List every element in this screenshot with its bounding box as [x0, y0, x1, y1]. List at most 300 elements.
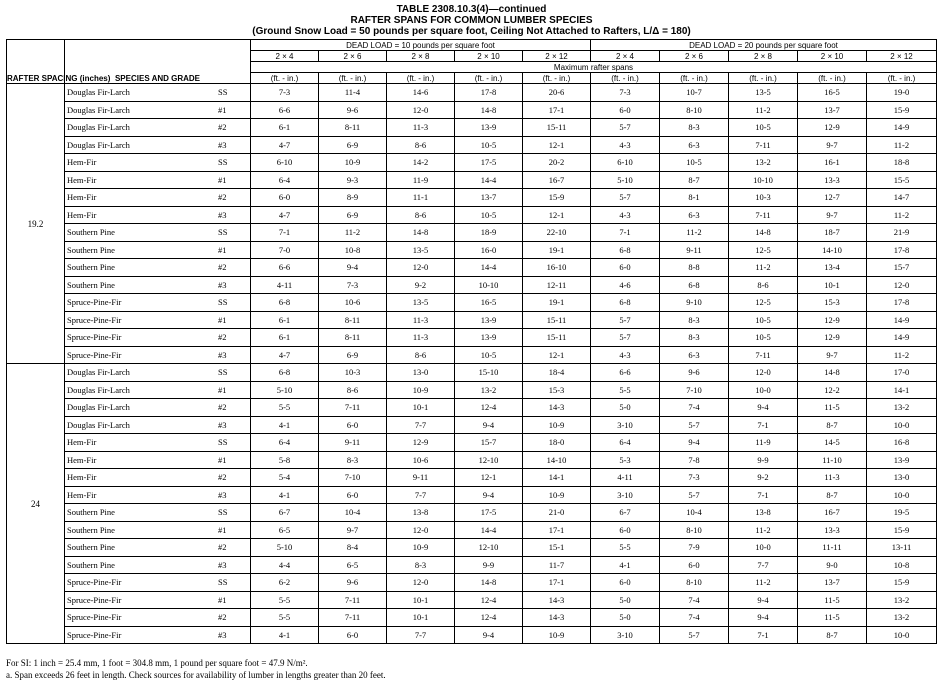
species-name: Spruce-Pine-Fir — [67, 594, 122, 605]
species-grade-cell — [65, 101, 251, 119]
span-value-cell: 14-8 — [455, 574, 523, 592]
species-name: Hem-Fir — [67, 209, 97, 220]
span-value-cell: 12-0 — [387, 101, 455, 119]
span-value-cell: 4-4 — [251, 556, 319, 574]
span-value-cell: 5-7 — [591, 189, 660, 207]
span-value-cell: 16-8 — [867, 434, 937, 452]
span-value-cell: 7-7 — [729, 556, 798, 574]
span-value-cell: 7-11 — [729, 136, 798, 154]
span-value-cell: 4-3 — [591, 136, 660, 154]
span-value-cell: 8-10 — [660, 574, 729, 592]
span-value-cell: 12-10 — [455, 451, 523, 469]
span-value-cell: 15-3 — [523, 381, 591, 399]
species-grade-cell — [65, 469, 251, 487]
span-value-cell: 14-3 — [523, 609, 591, 627]
grade-label: SS — [218, 507, 228, 517]
span-value-cell: 6-7 — [251, 504, 319, 522]
species-grade-cell — [65, 539, 251, 557]
species-grade-cell — [65, 486, 251, 504]
species-grade-cell — [65, 504, 251, 522]
span-value-cell: 20-2 — [523, 154, 591, 172]
species-grade-cell — [65, 84, 251, 102]
grade-label: #3 — [218, 279, 227, 290]
grade-label: #2 — [218, 332, 227, 342]
span-value-cell: 7-11 — [729, 346, 798, 364]
table-row — [7, 609, 937, 627]
span-value-cell: 5-8 — [251, 451, 319, 469]
species-name: Hem-Fir — [67, 489, 97, 500]
size-header: 2 × 12 — [523, 51, 591, 62]
span-value-cell: 8-11 — [319, 119, 387, 137]
span-value-cell: 14-3 — [523, 591, 591, 609]
span-value-cell: 13-5 — [387, 294, 455, 312]
span-value-cell: 18-9 — [455, 224, 523, 242]
span-value-cell: 10-0 — [867, 416, 937, 434]
span-value-cell: 10-0 — [729, 381, 798, 399]
span-value-cell: 9-7 — [319, 521, 387, 539]
species-grade-cell — [65, 574, 251, 592]
span-value-cell: 5-10 — [251, 539, 319, 557]
span-value-cell: 12-7 — [798, 189, 867, 207]
span-value-cell: 7-7 — [387, 486, 455, 504]
span-value-cell: 19-0 — [867, 84, 937, 102]
span-value-cell: 6-1 — [251, 311, 319, 329]
span-value-cell: 17-8 — [867, 241, 937, 259]
span-value-cell: 13-3 — [798, 521, 867, 539]
grade-label: #1 — [218, 314, 227, 325]
table-row — [7, 574, 937, 592]
span-value-cell: 9-2 — [729, 469, 798, 487]
species-name: Hem-Fir — [67, 174, 97, 185]
span-value-cell: 8-11 — [319, 329, 387, 347]
span-value-cell: 11-2 — [729, 259, 798, 277]
span-value-cell: 15-1 — [523, 539, 591, 557]
span-value-cell: 19-1 — [523, 241, 591, 259]
span-value-cell: 12-4 — [455, 399, 523, 417]
grade-label: #1 — [218, 594, 227, 605]
span-value-cell: 9-4 — [319, 259, 387, 277]
span-value-cell: 21-9 — [867, 224, 937, 242]
span-value-cell: 10-9 — [387, 539, 455, 557]
span-value-cell: 11-3 — [387, 119, 455, 137]
span-value-cell: 8-7 — [660, 171, 729, 189]
table-row — [7, 539, 937, 557]
span-value-cell: 14-1 — [867, 381, 937, 399]
span-value-cell: 13-9 — [867, 451, 937, 469]
span-value-cell: 11-2 — [729, 521, 798, 539]
span-value-cell: 8-6 — [729, 276, 798, 294]
species-grade-cell — [65, 259, 251, 277]
span-value-cell: 12-9 — [798, 329, 867, 347]
span-value-cell: 17-0 — [867, 364, 937, 382]
span-value-cell: 15-11 — [523, 311, 591, 329]
span-value-cell: 8-7 — [798, 626, 867, 644]
span-value-cell: 8-3 — [660, 329, 729, 347]
table-row — [7, 521, 937, 539]
span-value-cell: 11-9 — [729, 434, 798, 452]
span-value-cell: 15-9 — [523, 189, 591, 207]
span-value-cell: 9-4 — [660, 434, 729, 452]
species-grade-cell — [65, 591, 251, 609]
span-value-cell: 7-3 — [660, 469, 729, 487]
species-name: Southern Pine — [67, 559, 115, 570]
span-value-cell: 7-7 — [387, 626, 455, 644]
span-value-cell: 8-6 — [387, 346, 455, 364]
span-value-cell: 17-5 — [455, 504, 523, 522]
span-value-cell: 14-8 — [387, 224, 455, 242]
table-row — [7, 294, 937, 312]
species-grade-cell — [65, 119, 251, 137]
span-value-cell: 12-0 — [387, 521, 455, 539]
span-value-cell: 13-9 — [455, 119, 523, 137]
span-value-cell: 10-9 — [523, 416, 591, 434]
rafter-spacing-cell: 24 — [7, 364, 65, 644]
dead-load-20-header: DEAD LOAD = 20 pounds per square foot — [591, 40, 937, 51]
span-value-cell: 5-5 — [591, 381, 660, 399]
span-value-cell: 7-10 — [660, 381, 729, 399]
span-value-cell: 11-2 — [867, 136, 937, 154]
species-grade-cell — [65, 399, 251, 417]
span-value-cell: 10-3 — [319, 364, 387, 382]
species-name: Spruce-Pine-Fir — [67, 332, 122, 342]
span-value-cell: 12-0 — [387, 259, 455, 277]
span-value-cell: 5-3 — [591, 451, 660, 469]
table-row — [7, 381, 937, 399]
span-value-cell: 10-9 — [523, 626, 591, 644]
span-value-cell: 12-0 — [387, 574, 455, 592]
span-value-cell: 5-10 — [591, 171, 660, 189]
table-subtitle: RAFTER SPANS FOR COMMON LUMBER SPECIES — [350, 15, 593, 26]
span-value-cell: 13-2 — [867, 609, 937, 627]
species-name: Spruce-Pine-Fir — [67, 577, 122, 587]
span-value-cell: 5-7 — [660, 416, 729, 434]
span-value-cell: 6-0 — [251, 189, 319, 207]
span-value-cell: 14-8 — [729, 224, 798, 242]
span-value-cell: 19-5 — [867, 504, 937, 522]
span-value-cell: 13-9 — [455, 311, 523, 329]
span-value-cell: 14-6 — [387, 84, 455, 102]
span-value-cell: 8-7 — [798, 416, 867, 434]
span-value-cell: 15-10 — [455, 364, 523, 382]
span-value-cell: 6-0 — [319, 486, 387, 504]
span-value-cell: 8-3 — [387, 556, 455, 574]
unit-header: (ft. - in.) — [387, 73, 455, 84]
span-value-cell: 9-9 — [455, 556, 523, 574]
span-value-cell: 16-5 — [798, 84, 867, 102]
span-value-cell: 5-5 — [251, 591, 319, 609]
span-value-cell: 10-8 — [867, 556, 937, 574]
span-value-cell: 6-9 — [319, 346, 387, 364]
span-value-cell: 6-1 — [251, 329, 319, 347]
unit-header: (ft. - in.) — [591, 73, 660, 84]
grade-label: SS — [218, 157, 228, 167]
grade-label: #2 — [218, 542, 227, 552]
span-value-cell: 9-7 — [798, 206, 867, 224]
span-value-cell: 4-7 — [251, 346, 319, 364]
span-value-cell: 10-6 — [387, 451, 455, 469]
species-name: Southern Pine — [67, 524, 115, 535]
table-row — [7, 469, 937, 487]
species-grade-cell — [65, 609, 251, 627]
span-value-cell: 6-0 — [591, 521, 660, 539]
table-row — [7, 451, 937, 469]
rafter-spacing-header: RAFTER SPACING (inches) — [7, 40, 65, 84]
span-value-cell: 5-5 — [591, 539, 660, 557]
span-value-cell: 8-1 — [660, 189, 729, 207]
species-name: Southern Pine — [67, 279, 115, 290]
span-value-cell: 16-7 — [798, 504, 867, 522]
span-value-cell: 18-8 — [867, 154, 937, 172]
span-value-cell: 9-6 — [319, 574, 387, 592]
size-header: 2 × 12 — [867, 51, 937, 62]
span-value-cell: 12-5 — [729, 241, 798, 259]
span-value-cell: 6-8 — [660, 276, 729, 294]
span-value-cell: 13-11 — [867, 539, 937, 557]
span-value-cell: 6-0 — [319, 626, 387, 644]
table-conditions: (Ground Snow Load = 50 pounds per square foot, Ceiling Not Attached to Rafters, L/Δ = 180) — [252, 26, 691, 37]
span-value-cell: 5-7 — [660, 626, 729, 644]
span-value-cell: 11-5 — [798, 591, 867, 609]
span-value-cell: 11-4 — [319, 84, 387, 102]
span-value-cell: 10-9 — [387, 381, 455, 399]
span-value-cell: 12-4 — [455, 591, 523, 609]
span-value-cell: 9-4 — [455, 626, 523, 644]
species-name: Douglas Fir-Larch — [67, 367, 130, 377]
species-grade-cell — [65, 434, 251, 452]
span-value-cell: 12-1 — [455, 469, 523, 487]
span-value-cell: 15-9 — [867, 521, 937, 539]
table-row — [7, 556, 937, 574]
span-value-cell: 9-4 — [455, 486, 523, 504]
grade-label: SS — [218, 437, 228, 447]
span-value-cell: 10-9 — [523, 486, 591, 504]
span-value-cell: 12-9 — [387, 434, 455, 452]
species-name: Southern Pine — [67, 227, 115, 237]
grade-label: #3 — [218, 209, 227, 220]
table-row — [7, 416, 937, 434]
span-value-cell: 5-7 — [591, 311, 660, 329]
span-value-cell: 5-0 — [591, 591, 660, 609]
span-value-cell: 9-7 — [798, 136, 867, 154]
span-value-cell: 9-11 — [660, 241, 729, 259]
species-grade-cell — [65, 364, 251, 382]
table-row — [7, 311, 937, 329]
span-value-cell: 21-0 — [523, 504, 591, 522]
table-row — [7, 626, 937, 644]
span-value-cell: 13-2 — [867, 591, 937, 609]
span-value-cell: 14-10 — [523, 451, 591, 469]
size-header: 2 × 6 — [660, 51, 729, 62]
span-value-cell: 10-0 — [729, 539, 798, 557]
span-value-cell: 6-4 — [591, 434, 660, 452]
span-value-cell: 6-8 — [251, 364, 319, 382]
span-value-cell: 13-9 — [455, 329, 523, 347]
span-value-cell: 16-0 — [455, 241, 523, 259]
span-value-cell: 7-1 — [729, 486, 798, 504]
species-name: Spruce-Pine-Fir — [67, 297, 122, 307]
span-value-cell: 10-1 — [387, 399, 455, 417]
span-value-cell: 4-3 — [591, 206, 660, 224]
span-value-cell: 8-3 — [319, 451, 387, 469]
span-value-cell: 6-10 — [591, 154, 660, 172]
table-row — [7, 276, 937, 294]
span-value-cell: 14-4 — [455, 259, 523, 277]
span-value-cell: 10-10 — [455, 276, 523, 294]
table-row — [7, 119, 937, 137]
grade-label: #3 — [218, 139, 227, 150]
span-value-cell: 12-9 — [798, 311, 867, 329]
species-name: Southern Pine — [67, 542, 115, 552]
span-value-cell: 13-3 — [798, 171, 867, 189]
span-value-cell: 14-9 — [867, 311, 937, 329]
span-value-cell: 14-4 — [455, 171, 523, 189]
unit-header: (ft. - in.) — [867, 73, 937, 84]
span-value-cell: 10-7 — [660, 84, 729, 102]
max-spans-header: Maximum rafter spans — [251, 62, 937, 73]
span-value-cell: 4-7 — [251, 206, 319, 224]
span-value-cell: 12-5 — [729, 294, 798, 312]
grade-label: SS — [218, 227, 228, 237]
span-value-cell: 5-5 — [251, 609, 319, 627]
span-value-cell: 6-6 — [591, 364, 660, 382]
species-name: Hem-Fir — [67, 192, 97, 202]
species-grade-cell — [65, 206, 251, 224]
span-value-cell: 11-1 — [387, 189, 455, 207]
dead-load-10-header: DEAD LOAD = 10 pounds per square foot — [251, 40, 591, 51]
span-value-cell: 11-2 — [319, 224, 387, 242]
span-value-cell: 17-8 — [455, 84, 523, 102]
species-grade-cell — [65, 521, 251, 539]
span-value-cell: 6-8 — [591, 294, 660, 312]
unit-header: (ft. - in.) — [319, 73, 387, 84]
species-name: Hem-Fir — [67, 472, 97, 482]
span-value-cell: 18-4 — [523, 364, 591, 382]
span-value-cell: 16-5 — [455, 294, 523, 312]
span-value-cell: 10-1 — [387, 609, 455, 627]
span-value-cell: 8-3 — [660, 311, 729, 329]
size-header: 2 × 10 — [798, 51, 867, 62]
unit-header: (ft. - in.) — [251, 73, 319, 84]
span-value-cell: 11-7 — [523, 556, 591, 574]
span-value-cell: 12-11 — [523, 276, 591, 294]
grade-label: #2 — [218, 612, 227, 622]
span-value-cell: 9-0 — [798, 556, 867, 574]
span-value-cell: 12-2 — [798, 381, 867, 399]
span-value-cell: 3-10 — [591, 416, 660, 434]
span-value-cell: 4-6 — [591, 276, 660, 294]
table-row — [7, 241, 937, 259]
span-value-cell: 8-6 — [387, 206, 455, 224]
table-row — [7, 591, 937, 609]
span-value-cell: 17-1 — [523, 574, 591, 592]
table-row — [7, 504, 937, 522]
span-value-cell: 14-8 — [455, 101, 523, 119]
span-value-cell: 10-5 — [455, 206, 523, 224]
span-value-cell: 9-4 — [729, 609, 798, 627]
span-value-cell: 15-3 — [798, 294, 867, 312]
span-value-cell: 8-6 — [319, 381, 387, 399]
species-grade-cell — [65, 346, 251, 364]
span-value-cell: 8-9 — [319, 189, 387, 207]
span-value-cell: 9-7 — [798, 346, 867, 364]
span-value-cell: 15-7 — [455, 434, 523, 452]
span-value-cell: 14-5 — [798, 434, 867, 452]
header-row — [7, 40, 937, 51]
span-value-cell: 3-10 — [591, 626, 660, 644]
table-row — [7, 486, 937, 504]
size-header: 2 × 4 — [591, 51, 660, 62]
span-value-cell: 7-8 — [660, 451, 729, 469]
grade-label: SS — [218, 367, 228, 377]
grade-label: #1 — [218, 454, 227, 465]
grade-label: #3 — [218, 419, 227, 430]
species-grade-cell — [65, 294, 251, 312]
rafter-span-table — [6, 39, 937, 644]
span-value-cell: 12-0 — [729, 364, 798, 382]
table-row — [7, 434, 937, 452]
species-grade-cell — [65, 136, 251, 154]
species-name: Douglas Fir-Larch — [67, 104, 130, 115]
span-value-cell: 10-10 — [729, 171, 798, 189]
span-value-cell: 7-10 — [319, 469, 387, 487]
size-header: 2 × 10 — [455, 51, 523, 62]
species-grade-cell — [65, 556, 251, 574]
span-value-cell: 14-9 — [867, 119, 937, 137]
table-title: TABLE 2308.10.3(4)—continued — [396, 4, 547, 15]
span-value-cell: 11-5 — [798, 399, 867, 417]
span-value-cell: 10-5 — [729, 311, 798, 329]
span-value-cell: 9-11 — [319, 434, 387, 452]
table-row — [7, 206, 937, 224]
table-row — [7, 136, 937, 154]
span-value-cell: 20-6 — [523, 84, 591, 102]
span-value-cell: 11-3 — [387, 329, 455, 347]
span-value-cell: 7-11 — [319, 399, 387, 417]
span-value-cell: 10-9 — [319, 154, 387, 172]
span-value-cell: 14-3 — [523, 399, 591, 417]
span-value-cell: 6-4 — [251, 434, 319, 452]
span-value-cell: 12-1 — [523, 206, 591, 224]
table-row — [7, 364, 937, 382]
grade-label: SS — [218, 87, 228, 97]
grade-label: #2 — [218, 262, 227, 272]
span-value-cell: 3-10 — [591, 486, 660, 504]
unit-header: (ft. - in.) — [523, 73, 591, 84]
grade-label: SS — [218, 297, 228, 307]
span-value-cell: 6-0 — [319, 416, 387, 434]
grade-label: #1 — [218, 174, 227, 185]
span-value-cell: 13-7 — [455, 189, 523, 207]
span-value-cell: 14-4 — [455, 521, 523, 539]
span-value-cell: 9-6 — [660, 364, 729, 382]
span-value-cell: 5-10 — [251, 381, 319, 399]
span-value-cell: 11-2 — [729, 101, 798, 119]
span-value-cell: 22-10 — [523, 224, 591, 242]
span-value-cell: 5-4 — [251, 469, 319, 487]
species-grade-cell — [65, 154, 251, 172]
span-value-cell: 4-3 — [591, 346, 660, 364]
span-value-cell: 6-6 — [251, 101, 319, 119]
unit-header: (ft. - in.) — [660, 73, 729, 84]
species-name: Douglas Fir-Larch — [67, 384, 130, 395]
unit-header: (ft. - in.) — [455, 73, 523, 84]
span-value-cell: 7-1 — [729, 416, 798, 434]
span-value-cell: 8-11 — [319, 311, 387, 329]
span-value-cell: 9-4 — [455, 416, 523, 434]
span-value-cell: 6-1 — [251, 119, 319, 137]
span-value-cell: 7-4 — [660, 591, 729, 609]
species-grade-cell — [65, 189, 251, 207]
